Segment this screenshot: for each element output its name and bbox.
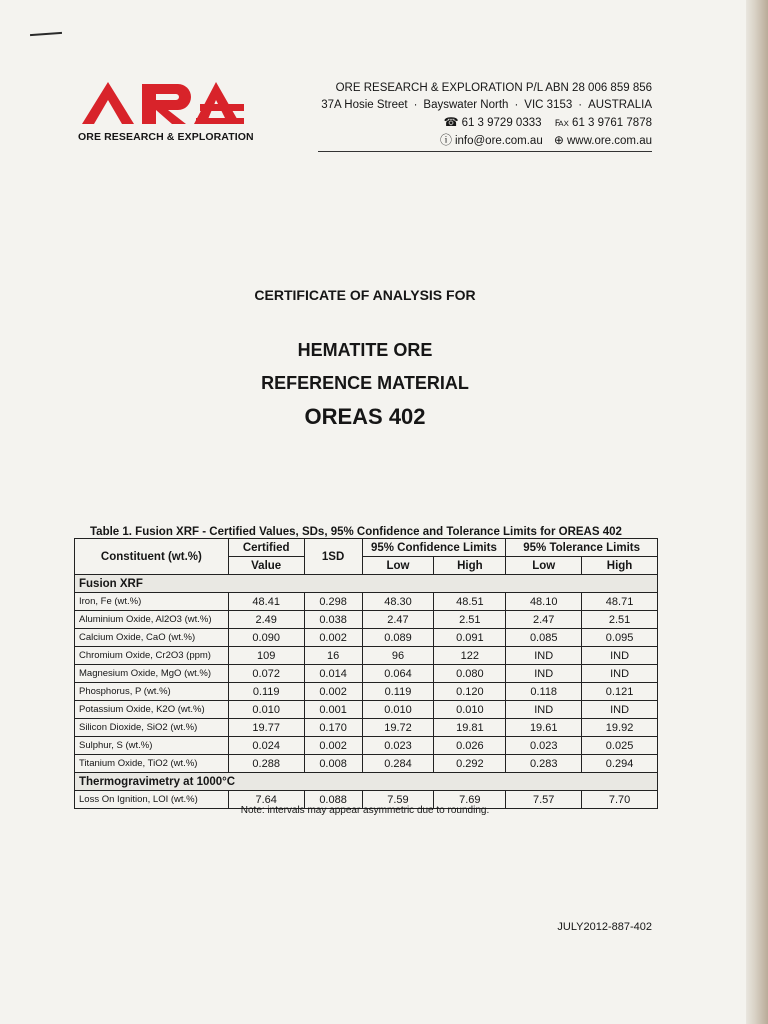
cell-tol-high: 19.92: [582, 719, 658, 737]
ore-logo-graphic: [82, 78, 262, 128]
logo-subtitle: ORE RESEARCH & EXPLORATION: [78, 131, 254, 143]
cell-name: Aluminium Oxide, Al2O3 (wt.%): [75, 611, 229, 629]
material-line-2: REFERENCE MATERIAL: [261, 373, 469, 393]
cell-value: 0.010: [228, 701, 304, 719]
cell-tol-low: 7.57: [506, 791, 582, 809]
product-name: OREAS 402: [304, 404, 426, 429]
header-value: Value: [228, 557, 304, 575]
cell-tol-low: IND: [506, 647, 582, 665]
cell-sd: 16: [304, 647, 362, 665]
cell-tol-high: 0.121: [582, 683, 658, 701]
header-constituent: Constituent (wt.%): [75, 539, 229, 575]
ore-logo: [82, 78, 262, 128]
cell-conf-low: 96: [362, 647, 434, 665]
address-street: 37A Hosie Street: [321, 99, 408, 111]
cell-conf-low: 0.284: [362, 755, 434, 773]
cell-value: 0.072: [228, 665, 304, 683]
cell-sd: 0.008: [304, 755, 362, 773]
contact-block: [321, 80, 652, 150]
cell-conf-high: 0.080: [434, 665, 506, 683]
cell-tol-low: 48.10: [506, 593, 582, 611]
cell-tol-low: IND: [506, 665, 582, 683]
header-tol-low: Low: [506, 557, 582, 575]
cell-sd: 0.002: [304, 629, 362, 647]
cell-tol-low: 0.085: [506, 629, 582, 647]
address-country: AUSTRALIA: [588, 99, 652, 111]
cell-name: Iron, Fe (wt.%): [75, 593, 229, 611]
cell-value: 48.41: [228, 593, 304, 611]
cell-conf-low: 7.59: [362, 791, 434, 809]
table-row: [75, 593, 658, 611]
cell-tol-high: 2.51: [582, 611, 658, 629]
cell-conf-high: 0.292: [434, 755, 506, 773]
table-caption: Table 1. Fusion XRF - Certified Values, SDs, 95% Confidence and Tolerance Limits for OREAS 402: [90, 526, 622, 538]
section-thermogravimetry: Thermogravimetry at 1000°C: [75, 773, 658, 791]
cell-value: 0.119: [228, 683, 304, 701]
table-note: Note: intervals may appear asymmetric due to rounding.: [240, 805, 490, 816]
header-tol-high: High: [582, 557, 658, 575]
cell-tol-high: IND: [582, 665, 658, 683]
header-confidence: 95% Confidence Limits: [362, 539, 506, 557]
page-edge: [746, 0, 768, 1024]
cell-conf-high: 48.51: [434, 593, 506, 611]
cell-name: Silicon Dioxide, SiO2 (wt.%): [75, 719, 229, 737]
cell-value: 2.49: [228, 611, 304, 629]
cell-name: Chromium Oxide, Cr2O3 (ppm): [75, 647, 229, 665]
cell-tol-high: 0.025: [582, 737, 658, 755]
cell-tol-high: IND: [582, 647, 658, 665]
cell-conf-high: 2.51: [434, 611, 506, 629]
cell-sd: 0.298: [304, 593, 362, 611]
cell-tol-high: IND: [582, 701, 658, 719]
company-line: ORE RESEARCH & EXPLORATION P/L ABN 28 006 859 856: [335, 82, 652, 94]
phone-number: 61 3 9729 0333: [461, 117, 542, 129]
table-row: [75, 755, 658, 773]
cell-tol-low: 2.47: [506, 611, 582, 629]
address-state: VIC 3153: [524, 99, 573, 111]
cell-sd: 0.088: [304, 791, 362, 809]
section-fusion-xrf: Fusion XRF: [75, 575, 658, 593]
cell-value: 0.288: [228, 755, 304, 773]
header-certified: Certified: [228, 539, 304, 557]
table-row: [75, 611, 658, 629]
cell-value: 19.77: [228, 719, 304, 737]
cell-name: Titanium Oxide, TiO2 (wt.%): [75, 755, 229, 773]
document-code: JULY2012-887-402: [557, 921, 652, 933]
scan-mark: [30, 32, 62, 36]
cell-value: 0.024: [228, 737, 304, 755]
table-row: [75, 647, 658, 665]
cell-name: Loss On Ignition, LOI (wt.%): [75, 791, 229, 809]
header-1sd: 1SD: [304, 539, 362, 575]
certified-values-table: [74, 538, 658, 809]
cell-sd: 0.001: [304, 701, 362, 719]
header-conf-high: High: [434, 557, 506, 575]
cell-tol-high: 0.294: [582, 755, 658, 773]
cell-name: Calcium Oxide, CaO (wt.%): [75, 629, 229, 647]
fax-icon: ℻: [554, 115, 570, 129]
web-address: www.ore.com.au: [566, 135, 652, 147]
cell-tol-high: 48.71: [582, 593, 658, 611]
cell-conf-low: 0.064: [362, 665, 434, 683]
cell-value: 0.090: [228, 629, 304, 647]
table-row: [75, 665, 658, 683]
contact-divider: [318, 151, 652, 152]
certificate-title: CERTIFICATE OF ANALYSIS FOR: [254, 287, 476, 303]
cell-sd: 0.038: [304, 611, 362, 629]
cell-conf-low: 48.30: [362, 593, 434, 611]
table-row: [75, 719, 658, 737]
cell-name: Sulphur, S (wt.%): [75, 737, 229, 755]
cell-sd: 0.014: [304, 665, 362, 683]
email-web-line: [321, 132, 652, 150]
cell-tol-low: 0.118: [506, 683, 582, 701]
cell-conf-low: 0.023: [362, 737, 434, 755]
phone-fax-line: [321, 114, 652, 132]
cell-conf-high: 0.091: [434, 629, 506, 647]
cell-tol-high: 0.095: [582, 629, 658, 647]
table-row: [75, 683, 658, 701]
cell-conf-high: 0.010: [434, 701, 506, 719]
info-icon: ⓘ: [439, 133, 452, 147]
cell-conf-high: 122: [434, 647, 506, 665]
cell-conf-high: 0.026: [434, 737, 506, 755]
fax-number: 61 3 9761 7878: [572, 117, 652, 129]
header-tolerance: 95% Tolerance Limits: [506, 539, 658, 557]
cell-conf-low: 0.089: [362, 629, 434, 647]
cell-conf-high: 19.81: [434, 719, 506, 737]
phone-icon: ☎: [443, 115, 459, 129]
table-row: [75, 701, 658, 719]
cell-conf-high: 0.120: [434, 683, 506, 701]
address-suburb: Bayswater North: [423, 99, 509, 111]
cell-conf-low: 0.119: [362, 683, 434, 701]
table-row: [75, 737, 658, 755]
cell-tol-low: 0.283: [506, 755, 582, 773]
cell-tol-low: 0.023: [506, 737, 582, 755]
cell-tol-low: IND: [506, 701, 582, 719]
material-line-1: HEMATITE ORE: [297, 340, 433, 360]
cell-name: Magnesium Oxide, MgO (wt.%): [75, 665, 229, 683]
cell-value: 109: [228, 647, 304, 665]
header-conf-low: Low: [362, 557, 434, 575]
table-row: [75, 629, 658, 647]
cell-conf-low: 0.010: [362, 701, 434, 719]
cell-conf-high: 7.69: [434, 791, 506, 809]
address-line: 37A Hosie Street · Bayswater North · VIC 3153 · AUSTRALIA: [321, 99, 652, 111]
cell-name: Phosphorus, P (wt.%): [75, 683, 229, 701]
cell-sd: 0.170: [304, 719, 362, 737]
cell-tol-high: 7.70: [582, 791, 658, 809]
email-address: info@ore.com.au: [454, 135, 543, 147]
cell-conf-low: 19.72: [362, 719, 434, 737]
cell-name: Potassium Oxide, K2O (wt.%): [75, 701, 229, 719]
cell-sd: 0.002: [304, 737, 362, 755]
globe-icon: ⊕: [553, 133, 564, 147]
cell-conf-low: 2.47: [362, 611, 434, 629]
cell-sd: 0.002: [304, 683, 362, 701]
cell-value: 7.64: [228, 791, 304, 809]
cell-tol-low: 19.61: [506, 719, 582, 737]
